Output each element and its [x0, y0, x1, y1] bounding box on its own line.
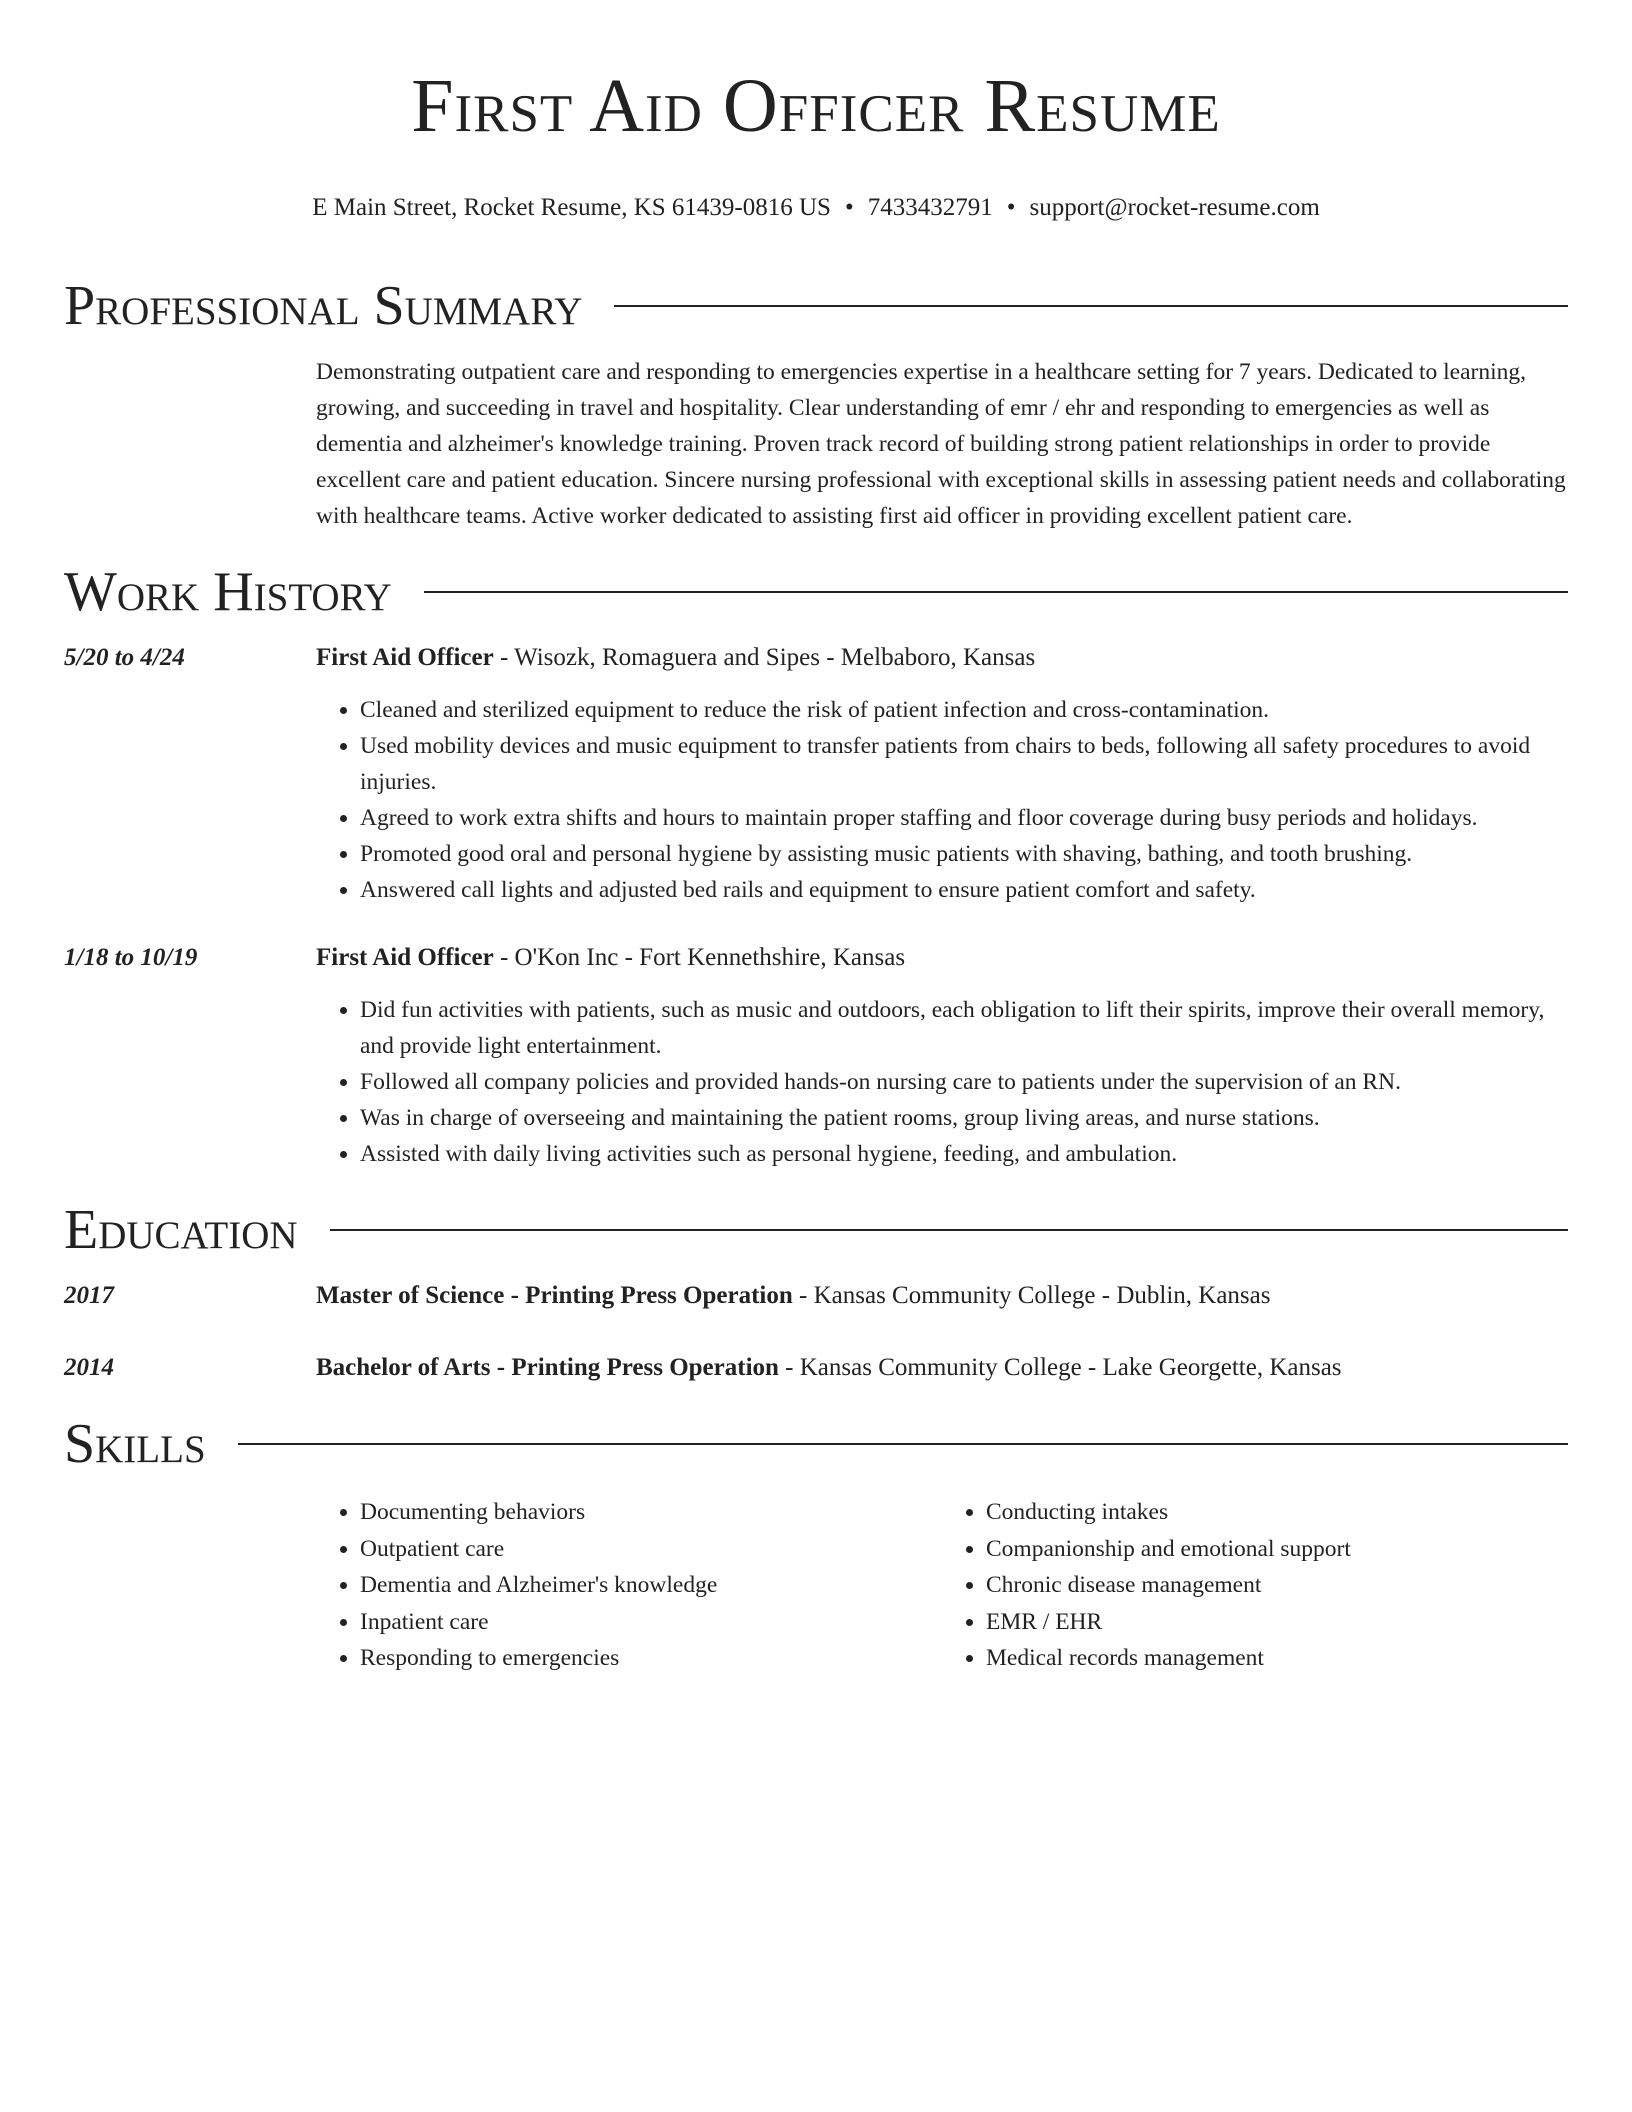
contact-address: E Main Street, Rocket Resume, KS 61439-0816 US	[312, 194, 831, 221]
list-item: • Was in charge of overseeing and maintaining the patient rooms, group living areas, and nurse stations.	[360, 1100, 1568, 1136]
education-degree: Bachelor of Arts - Printing Press Operation	[316, 1354, 779, 1381]
list-item: • Used mobility devices and music equipment to transfer patients from chairs to beds, following all safety procedures to avoid injuries.	[360, 728, 1568, 800]
skill-item: • Responding to emergencies	[360, 1640, 942, 1677]
job-bullets	[316, 692, 1568, 908]
job-entry	[64, 940, 1568, 1172]
skills-column-right	[942, 1494, 1568, 1677]
contact-phone: 7433432791	[867, 194, 993, 221]
education-degree: Master of Science - Printing Press Operation	[316, 1282, 793, 1309]
education-section-header	[64, 1198, 1568, 1262]
section-divider	[614, 305, 1568, 307]
education-heading: Education	[64, 1199, 298, 1261]
list-item: • Promoted good oral and personal hygiene by assisting music patients with shaving, bathing, and tooth brushing.	[360, 836, 1568, 872]
skill-item: • Companionship and emotional support	[986, 1531, 1568, 1568]
job-dates: 5/20 to 4/24	[64, 644, 185, 671]
contact-separator: •	[844, 194, 854, 221]
skill-item: • EMR / EHR	[986, 1604, 1568, 1641]
summary-section-header	[64, 274, 1568, 338]
skills-column-left	[316, 1494, 942, 1677]
skills-list	[316, 1494, 1568, 1677]
job-details: - Wisozk, Romaguera and Sipes - Melbaboro, Kansas	[493, 644, 1036, 671]
list-item: • Followed all company policies and provided hands-on nursing care to patients under the supervision of an RN.	[360, 1064, 1568, 1100]
job-title: First Aid Officer	[316, 644, 494, 671]
education-content	[316, 1278, 1568, 1314]
job-heading	[316, 640, 1568, 676]
job-details: - O'Kon Inc - Fort Kennethshire, Kansas	[493, 944, 906, 971]
skill-item: • Medical records management	[986, 1640, 1568, 1677]
list-item: • Assisted with daily living activities such as personal hygiene, feeding, and ambulation.	[360, 1136, 1568, 1172]
list-item: • Cleaned and sterilized equipment to reduce the risk of patient infection and cross-contamination.	[360, 692, 1568, 728]
list-item: • Agreed to work extra shifts and hours to maintain proper staffing and floor coverage during busy periods and holidays.	[360, 800, 1568, 836]
education-details: - Kansas Community College - Dublin, Kansas	[792, 1282, 1271, 1309]
job-content	[316, 940, 1568, 1172]
section-divider	[424, 591, 1568, 593]
education-entry	[64, 1278, 1568, 1314]
summary-text: Demonstrating outpatient care and responding to emergencies expertise in a healthcare setting for 7 years. Dedicated to learning, growing, and succeeding in travel and hospitality. Clear understanding of emr / ehr and responding to emergencies as well as dementia and alzheimer's knowledge training. Proven track record of building strong patient relationships in order to provide excellent care and patient education. Sincere nursing professional with exceptional skills in assessing patient needs and collaborating with healthcare teams. Active worker dedicated to assisting first aid officer in providing excellent patient care.	[316, 359, 1566, 529]
job-heading	[316, 940, 1568, 976]
skill-item: • Dementia and Alzheimer's knowledge	[360, 1567, 942, 1604]
list-item: • Did fun activities with patients, such as music and outdoors, each obligation to lift their spirits, improve their overall memory, and provide light entertainment.	[360, 992, 1568, 1064]
work-section-header	[64, 560, 1568, 624]
skill-item: • Outpatient care	[360, 1531, 942, 1568]
education-content	[316, 1350, 1568, 1386]
education-entry	[64, 1350, 1568, 1386]
section-divider	[330, 1229, 1568, 1231]
job-dates: 1/18 to 10/19	[64, 944, 198, 971]
list-item: • Answered call lights and adjusted bed rails and equipment to ensure patient comfort and safety.	[360, 872, 1568, 908]
skills-heading: Skills	[64, 1413, 206, 1475]
contact-separator: •	[1006, 194, 1016, 221]
job-entry	[64, 640, 1568, 908]
skill-item: • Chronic disease management	[986, 1567, 1568, 1604]
skill-item: • Conducting intakes	[986, 1494, 1568, 1531]
job-title: First Aid Officer	[316, 944, 494, 971]
contact-email[interactable]: support@rocket-resume.com	[1029, 194, 1320, 221]
education-details: - Kansas Community College - Lake Georgette, Kansas	[778, 1354, 1342, 1381]
section-divider	[238, 1443, 1568, 1445]
contact-line	[64, 192, 1568, 224]
job-content	[316, 640, 1568, 908]
job-bullets	[316, 992, 1568, 1172]
summary-heading: Professional Summary	[64, 275, 583, 337]
skill-item: • Documenting behaviors	[360, 1494, 942, 1531]
education-year: 2017	[64, 1282, 114, 1309]
skills-section-header	[64, 1412, 1568, 1476]
skill-item: • Inpatient care	[360, 1604, 942, 1641]
education-year: 2014	[64, 1354, 114, 1381]
resume-title: First Aid Officer Resume	[411, 64, 1221, 148]
work-heading: Work History	[64, 561, 392, 623]
